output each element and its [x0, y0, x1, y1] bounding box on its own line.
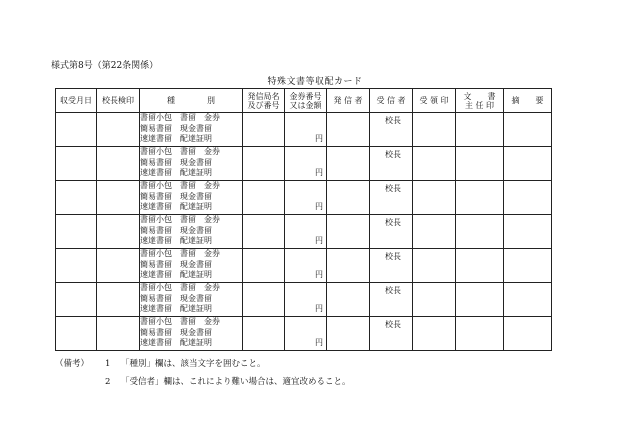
kind-option[interactable]: 速達書留	[140, 168, 172, 177]
kind-line	[140, 124, 242, 135]
kind-option[interactable]: 現金書留	[180, 327, 212, 337]
kind-option[interactable]: 現金書留	[180, 259, 212, 269]
yen-unit: 円	[315, 338, 323, 347]
table-row	[56, 283, 552, 317]
kind-cell[interactable]	[140, 181, 243, 215]
sender-office-cell[interactable]	[243, 283, 285, 317]
sender-cell[interactable]	[327, 215, 370, 249]
sender-office-cell[interactable]	[243, 147, 285, 181]
kind-option[interactable]: 配達証明	[180, 202, 212, 211]
voucher-amount-cell[interactable]	[285, 283, 327, 317]
note-text: 「受信者」欄は、これにより難い場合は、適宜改めること。	[121, 377, 351, 387]
kind-option[interactable]: 書留小包	[140, 317, 172, 326]
sender-cell[interactable]	[327, 181, 370, 215]
receipt-seal-cell[interactable]	[413, 215, 456, 249]
kind-option[interactable]: 配達証明	[180, 338, 212, 347]
sender-cell[interactable]	[327, 317, 370, 351]
kind-option[interactable]: 配達証明	[180, 168, 212, 177]
sender-cell[interactable]	[327, 113, 370, 147]
sender-cell[interactable]	[327, 147, 370, 181]
officer-seal-cell[interactable]	[456, 249, 504, 283]
kind-cell[interactable]	[140, 317, 243, 351]
kind-option[interactable]: 現金書留	[180, 157, 212, 167]
kind-option[interactable]: 簡易書留	[140, 191, 172, 201]
notes-section	[55, 355, 351, 391]
sender-cell[interactable]	[327, 283, 370, 317]
note-number: 2	[105, 377, 111, 387]
kind-option[interactable]: 速達書留	[140, 338, 172, 347]
principal-check-cell[interactable]	[97, 249, 140, 283]
receipt-seal-cell[interactable]	[413, 113, 456, 147]
note-number: 1	[105, 359, 111, 369]
receiver-cell[interactable]	[370, 147, 413, 181]
received-date-cell[interactable]	[56, 283, 97, 317]
kind-option[interactable]: 速達書留	[140, 236, 172, 245]
kind-option[interactable]: 現金書留	[180, 293, 212, 303]
kind-option[interactable]: 簡易書留	[140, 157, 172, 167]
summary-cell[interactable]	[504, 317, 552, 351]
kind-line	[140, 236, 242, 247]
table-row	[56, 181, 552, 215]
kind-line	[140, 260, 242, 271]
header-row	[56, 89, 552, 113]
note-text: 「種別」欄は、該当文字を囲むこと。	[121, 359, 266, 369]
kind-cell[interactable]	[140, 249, 243, 283]
kind-option[interactable]: 書留	[180, 249, 196, 258]
kind-option[interactable]: 金券	[204, 249, 220, 258]
principal-check-cell[interactable]	[97, 283, 140, 317]
kind-option[interactable]: 書留	[180, 113, 196, 122]
yen-unit: 円	[315, 270, 323, 279]
kind-option[interactable]: 簡易書留	[140, 123, 172, 133]
received-date-cell[interactable]	[56, 147, 97, 181]
received-date-cell[interactable]	[56, 181, 97, 215]
kind-option[interactable]: 簡易書留	[140, 327, 172, 337]
kind-option[interactable]: 金券	[204, 113, 220, 122]
receiver-cell[interactable]	[370, 317, 413, 351]
receiver-cell[interactable]	[370, 113, 413, 147]
header-kind: 種 別	[140, 89, 243, 113]
yen-unit: 円	[315, 168, 323, 177]
summary-cell[interactable]	[504, 215, 552, 249]
kind-line	[140, 158, 242, 169]
summary-cell[interactable]	[504, 249, 552, 283]
header-officer-seal-line2: 主 任 印	[464, 100, 495, 110]
kind-line	[140, 147, 242, 158]
kind-line	[140, 168, 242, 179]
table-row	[56, 147, 552, 181]
yen-unit: 円	[315, 236, 323, 245]
principal-check-cell[interactable]	[97, 181, 140, 215]
kind-line	[140, 202, 242, 213]
header-summary: 摘 要	[504, 89, 552, 113]
receipt-seal-cell[interactable]	[413, 249, 456, 283]
table-row	[56, 249, 552, 283]
received-date-cell[interactable]	[56, 249, 97, 283]
kind-option[interactable]: 配達証明	[180, 270, 212, 279]
notes-label: （備考）	[55, 359, 90, 369]
kind-line	[140, 249, 242, 260]
kind-option[interactable]: 書留小包	[140, 283, 172, 292]
kind-option[interactable]: 書留小包	[140, 147, 172, 156]
kind-line	[140, 317, 242, 328]
summary-cell[interactable]	[504, 283, 552, 317]
officer-seal-cell[interactable]	[456, 215, 504, 249]
receiver-principal: 校長	[385, 218, 401, 227]
yen-unit: 円	[315, 202, 323, 211]
officer-seal-cell[interactable]	[456, 317, 504, 351]
kind-option[interactable]: 現金書留	[180, 191, 212, 201]
summary-cell[interactable]	[504, 181, 552, 215]
kind-cell[interactable]	[140, 215, 243, 249]
principal-check-cell[interactable]	[97, 113, 140, 147]
kind-option[interactable]: 書留小包	[140, 249, 172, 258]
header-voucher-amount-line2: 又は金額	[289, 100, 322, 110]
note-item	[55, 355, 351, 373]
receipt-seal-cell[interactable]	[413, 147, 456, 181]
receipt-seal-cell[interactable]	[413, 181, 456, 215]
kind-option[interactable]: 金券	[204, 215, 220, 224]
kind-line	[140, 338, 242, 349]
receiver-principal: 校長	[385, 286, 401, 295]
table-row	[56, 113, 552, 147]
header-receipt-seal: 受 領 印	[413, 89, 456, 113]
sender-office-cell[interactable]	[243, 181, 285, 215]
kind-option[interactable]: 配達証明	[180, 236, 212, 245]
kind-option[interactable]: 書留	[180, 317, 196, 326]
kind-option[interactable]: 簡易書留	[140, 293, 172, 303]
principal-check-cell[interactable]	[97, 215, 140, 249]
kind-line	[140, 294, 242, 305]
header-sender-office	[243, 89, 285, 113]
kind-option[interactable]: 現金書留	[180, 225, 212, 235]
receiver-principal: 校長	[385, 252, 401, 261]
voucher-amount-cell[interactable]	[285, 181, 327, 215]
header-voucher-amount	[285, 89, 327, 113]
voucher-amount-cell[interactable]	[285, 215, 327, 249]
header-voucher-amount-line1: 金券番号	[289, 91, 322, 101]
kind-option[interactable]: 速達書留	[140, 270, 172, 279]
receiver-cell[interactable]	[370, 181, 413, 215]
table-row	[56, 317, 552, 351]
kind-option[interactable]: 速達書留	[140, 304, 172, 313]
summary-cell[interactable]	[504, 113, 552, 147]
officer-seal-cell[interactable]	[456, 283, 504, 317]
receiver-principal: 校長	[385, 320, 401, 329]
kind-option[interactable]: 配達証明	[180, 304, 212, 313]
table-row	[56, 215, 552, 249]
kind-option[interactable]: 書留小包	[140, 215, 172, 224]
kind-line	[140, 215, 242, 226]
kind-cell[interactable]	[140, 283, 243, 317]
kind-line	[140, 134, 242, 145]
header-officer-seal-line1: 文 書	[463, 91, 496, 101]
sender-office-cell[interactable]	[243, 215, 285, 249]
kind-option[interactable]: 簡易書留	[140, 259, 172, 269]
kind-option[interactable]: 簡易書留	[140, 225, 172, 235]
kind-option[interactable]: 速達書留	[140, 134, 172, 143]
sender-office-cell[interactable]	[243, 317, 285, 351]
kind-option[interactable]: 書留	[180, 283, 196, 292]
officer-seal-cell[interactable]	[456, 147, 504, 181]
yen-unit: 円	[315, 134, 323, 143]
kind-option[interactable]: 速達書留	[140, 202, 172, 211]
kind-option[interactable]: 書留	[180, 181, 196, 190]
kind-option[interactable]: 金券	[204, 283, 220, 292]
header-receiver: 受 信 者	[370, 89, 413, 113]
header-sender: 発 信 者	[327, 89, 370, 113]
kind-option[interactable]: 金券	[204, 181, 220, 190]
header-received-date: 収受月日	[56, 89, 97, 113]
receiver-cell[interactable]	[370, 215, 413, 249]
summary-cell[interactable]	[504, 147, 552, 181]
note-item	[55, 373, 351, 391]
kind-line	[140, 270, 242, 281]
receipt-seal-cell[interactable]	[413, 283, 456, 317]
header-sender-office-line2: 及び番号	[247, 100, 280, 110]
kind-cell[interactable]	[140, 113, 243, 147]
kind-option[interactable]: 金券	[204, 147, 220, 156]
receiver-principal: 校長	[385, 116, 401, 125]
officer-seal-cell[interactable]	[456, 181, 504, 215]
principal-check-cell[interactable]	[97, 317, 140, 351]
delivery-card-table	[55, 88, 552, 351]
kind-option[interactable]: 書留小包	[140, 181, 172, 190]
kind-option[interactable]: 書留	[180, 147, 196, 156]
principal-check-cell[interactable]	[97, 147, 140, 181]
receiver-principal: 校長	[385, 184, 401, 193]
kind-line	[140, 328, 242, 339]
kind-line	[140, 181, 242, 192]
kind-option[interactable]: 書留小包	[140, 113, 172, 122]
voucher-amount-cell[interactable]	[285, 147, 327, 181]
sender-cell[interactable]	[327, 249, 370, 283]
kind-option[interactable]: 金券	[204, 317, 220, 326]
received-date-cell[interactable]	[56, 215, 97, 249]
voucher-amount-cell[interactable]	[285, 249, 327, 283]
form-number: 様式第8号（第22条関係）	[51, 61, 159, 71]
yen-unit: 円	[315, 304, 323, 313]
receiver-cell[interactable]	[370, 249, 413, 283]
kind-line	[140, 283, 242, 294]
header-officer-seal	[456, 89, 504, 113]
card-rows	[56, 113, 552, 351]
voucher-amount-cell[interactable]	[285, 113, 327, 147]
kind-line	[140, 304, 242, 315]
kind-line	[140, 226, 242, 237]
receiver-principal: 校長	[385, 150, 401, 159]
document-title: 特殊文書等収配カード	[267, 77, 363, 87]
received-date-cell[interactable]	[56, 317, 97, 351]
kind-line	[140, 192, 242, 203]
kind-line	[140, 113, 242, 124]
voucher-amount-cell[interactable]	[285, 317, 327, 351]
kind-option[interactable]: 配達証明	[180, 134, 212, 143]
received-date-cell[interactable]	[56, 113, 97, 147]
notes-label-spacer	[55, 373, 105, 391]
officer-seal-cell[interactable]	[456, 113, 504, 147]
kind-option[interactable]: 現金書留	[180, 123, 212, 133]
kind-cell[interactable]	[140, 147, 243, 181]
header-principal-check: 校長検印	[97, 89, 140, 113]
sender-office-cell[interactable]	[243, 249, 285, 283]
header-sender-office-line1: 発信局名	[247, 91, 280, 101]
kind-option[interactable]: 書留	[180, 215, 196, 224]
sender-office-cell[interactable]	[243, 113, 285, 147]
receiver-cell[interactable]	[370, 283, 413, 317]
receipt-seal-cell[interactable]	[413, 317, 456, 351]
